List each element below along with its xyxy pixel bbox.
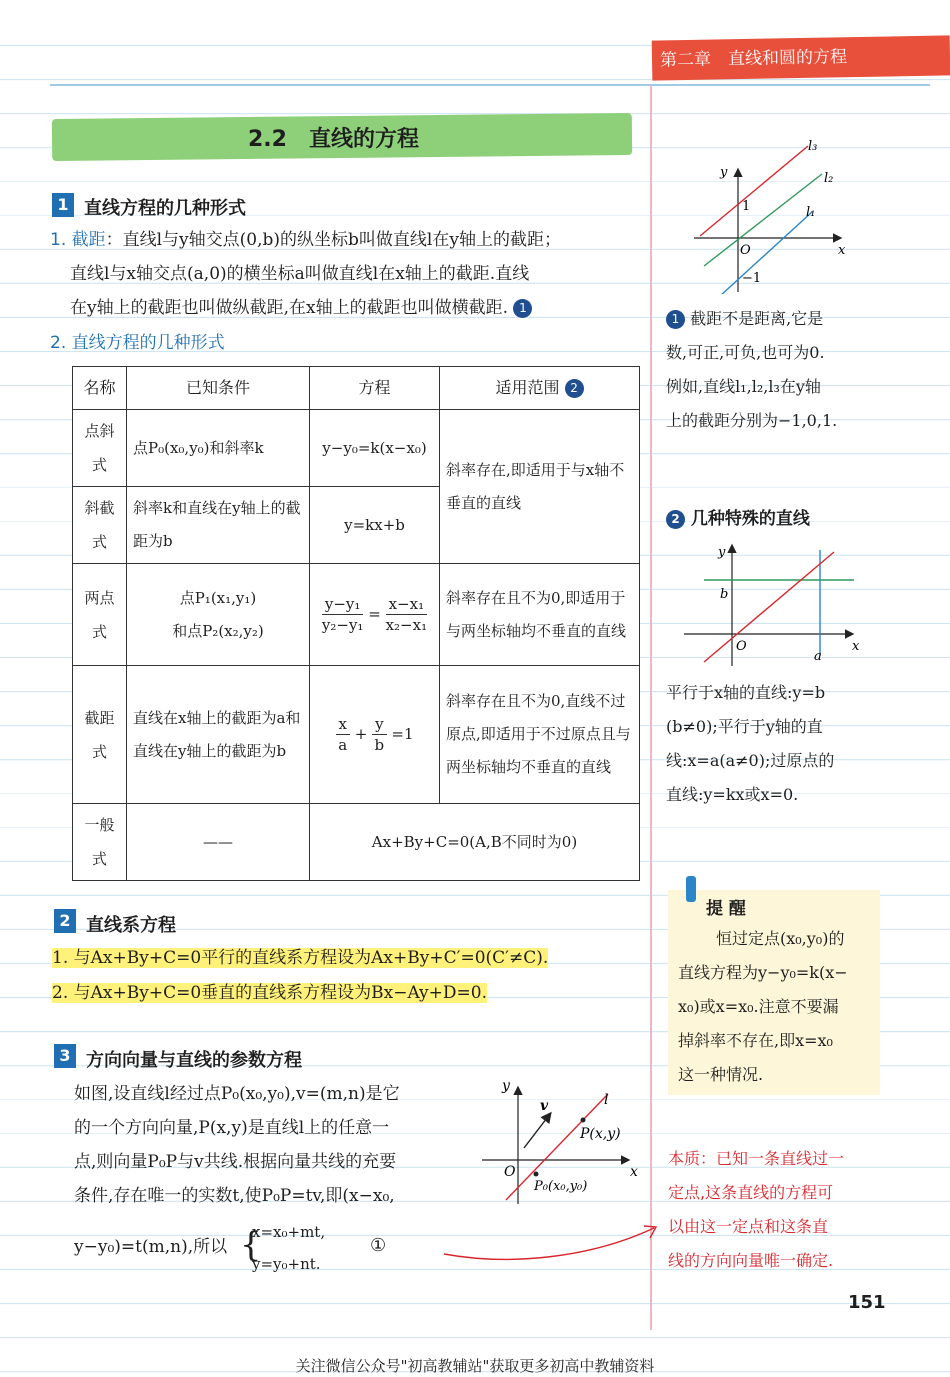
tip-line-2: 直线方程为y−y₀=k(x−	[678, 963, 848, 982]
page-number: 151	[848, 1292, 886, 1313]
row-condition: 点P₁(x₁,y₁) 和点P₂(x₂,y₂)	[127, 564, 310, 666]
row-equation: $\frac{x}{a}$ + $\frac{y}{b}$ =1	[310, 666, 440, 804]
side-note-2-line-1: 平行于x轴的直线:y=b	[666, 683, 826, 702]
row-condition: ——	[127, 804, 310, 881]
tip-line-3: x₀)或x=x₀.注意不要漏	[678, 997, 839, 1016]
param-eq-y: y=y₀+nt.	[252, 1255, 321, 1273]
row-name: 一般式	[73, 804, 127, 881]
equation-number: ①	[370, 1235, 387, 1256]
row-range: 斜率存在且不为0,直线不过原点,即适用于不过原点且与两坐标轴均不垂直的直线	[440, 666, 640, 804]
tip-line-4: 掉斜率不存在,即x=x₀	[678, 1031, 833, 1050]
param-eq-x: x=x₀+mt,	[252, 1223, 326, 1241]
handnote-line-2: 定点,这条直线的方程可	[668, 1183, 834, 1202]
fig3-y-label: y	[502, 1078, 510, 1094]
param-text-line-2: 的一个方向向量,P(x,y)是直线l上的任意一	[74, 1118, 390, 1138]
fig2-x-label: x	[852, 639, 860, 654]
intercept-def-line-3: 在y轴上的截距也叫做纵截距,在x轴上的截距也叫做横截距. 1	[70, 296, 532, 320]
fig2-origin-label: O	[736, 639, 747, 654]
side-note-2-line-3: 线:x=a(a≠0);过原点的	[666, 751, 835, 770]
fig3-p0-label: P₀(x₀,y₀)	[534, 1179, 588, 1194]
intercept-label: 1. 截距	[50, 230, 106, 250]
col-header: 已知条件	[127, 367, 310, 410]
param-text-line-1: 如图,设直线l经过点P₀(x₀,y₀),v=(m,n)是它	[74, 1084, 400, 1104]
line-forms-table	[72, 366, 640, 881]
note-marker-2[interactable]: 2	[565, 379, 584, 398]
chapter-tab: 第二章 直线和圆的方程	[652, 35, 950, 80]
fig2-b-label: b	[720, 587, 729, 602]
handnote-line-1: 本质：已知一条直线过一	[668, 1149, 845, 1168]
side-note-1-line-2: 数,可正,可负,也可为0.	[666, 343, 825, 362]
table-row	[73, 666, 640, 804]
footer-note: 关注微信公众号"初高教辅站"获取更多初高中教辅资料	[295, 1357, 655, 1375]
section-3-title: 方向向量与直线的参数方程	[86, 1050, 302, 1071]
col-header: 名称	[73, 367, 127, 410]
fig3-v-label: v	[540, 1098, 549, 1114]
table-row	[73, 804, 640, 881]
section-1-number: 1	[52, 193, 74, 217]
fig1-l2-label: l₂	[824, 171, 834, 186]
tip-line-5: 这一种情况.	[678, 1065, 764, 1084]
table-header-row	[73, 367, 640, 410]
row-equation: y−y₀=k(x−x₀)	[310, 410, 440, 487]
fig3-x-label: x	[630, 1164, 638, 1180]
intercept-def-line-2: 直线l与x轴交点(a,0)的横坐标a叫做直线l在x轴上的截距.直线	[70, 264, 530, 284]
intercept-lines-figure	[690, 134, 860, 294]
section-2-title: 直线系方程	[86, 915, 176, 936]
fig1-origin-label: O	[740, 243, 751, 258]
note-marker-1[interactable]: 1	[513, 299, 532, 318]
pin-icon	[686, 876, 696, 902]
handnote-arrow	[440, 1218, 670, 1268]
brace: {	[240, 1225, 262, 1265]
param-text-line-3: 点,则向量P₀P与v共线.根据向量共线的充要	[74, 1152, 397, 1172]
tip-title: 提 醒	[706, 899, 746, 919]
side-note-2-line-4: 直线:y=kx或x=0.	[666, 785, 799, 804]
side-note-1-line-3: 例如,直线l₁,l₂,l₃在y轴	[666, 377, 821, 396]
family-parallel: 1. 与Ax+By+C=0平行的直线系方程设为Ax+By+C′=0(C′≠C).	[52, 948, 549, 968]
row-condition: 斜率k和直线在y轴上的截距为b	[127, 487, 310, 564]
fig3-p-label: P(x,y)	[580, 1126, 621, 1142]
side-note-2-line-2: (b≠0);平行于y轴的直	[666, 717, 823, 736]
row-range: 斜率存在,即适用于与x轴不垂直的直线	[440, 410, 640, 564]
intercept-def-line-1: 1. 截距：直线l与y轴交点(0,b)的纵坐标b叫做直线l在y轴上的截距；	[50, 230, 561, 250]
handnote-line-4: 线的方向向量唯一确定.	[668, 1251, 834, 1270]
section-3-number: 3	[54, 1044, 76, 1068]
fig1-neg1-label: −1	[742, 271, 762, 286]
fig1-l3-label: l₃	[808, 139, 818, 154]
forms-heading: 2. 直线方程的几种形式	[50, 333, 225, 353]
row-equation: $\frac{\text{y−y₁}}{\text{y₂−y₁}}$ = $\frac{\text{x−x₁}}{\text{x₂−x₁}}$	[310, 564, 440, 666]
row-equation: Ax+By+C=0(A,B不同时为0)	[310, 804, 640, 881]
section-2-number: 2	[54, 909, 76, 933]
fig1-l1-label: l₁	[806, 205, 816, 220]
col-header: 适用范围 2	[440, 367, 640, 410]
row-name: 点斜式	[73, 410, 127, 487]
row-condition: 直线在x轴上的截距为a和直线在y轴上的截距为b	[127, 666, 310, 804]
param-text-line-4: 条件,存在唯一的实数t,使P₀P=tv,即(x−x₀,	[74, 1186, 395, 1206]
direction-vector-figure	[478, 1076, 648, 1211]
family-perpendicular: 2. 与Ax+By+C=0垂直的直线系方程设为Bx−Ay+D=0.	[52, 983, 487, 1003]
row-name: 两点式	[73, 564, 127, 666]
row-condition: 点P₀(x₀,y₀)和斜率k	[127, 410, 310, 487]
side-note-1-line-4: 上的截距分别为−1,0,1.	[666, 411, 838, 430]
fig2-a-label: a	[814, 649, 822, 664]
row-equation: y=kx+b	[310, 487, 440, 564]
note-marker-2: 2	[666, 510, 685, 529]
row-name: 斜截式	[73, 487, 127, 564]
special-lines-figure	[682, 538, 862, 668]
fig3-l-label: l	[604, 1092, 609, 1108]
row-range: 斜率存在且不为0,即适用于与两坐标轴均不垂直的直线	[440, 564, 640, 666]
side-note-2-title: 2 几种特殊的直线	[666, 502, 810, 536]
fig3-origin-label: O	[504, 1164, 516, 1180]
fig2-y-label: y	[718, 545, 726, 560]
tip-line-1: 恒过定点(x₀,y₀)的	[716, 929, 845, 948]
section-1-title: 直线方程的几种形式	[84, 198, 246, 219]
side-note-1-line-1: 1 截距不是距离,它是	[666, 302, 823, 336]
note-marker-1: 1	[666, 310, 685, 329]
table-row	[73, 410, 640, 487]
margin-divider	[650, 85, 652, 1330]
col-header: 方程	[310, 367, 440, 410]
fig1-y-label: y	[720, 165, 728, 180]
table-row	[73, 564, 640, 666]
fig1-x-label: x	[838, 243, 846, 258]
param-text-line-5: y−y₀)=t(m,n),所以	[74, 1237, 228, 1257]
row-name: 截距式	[73, 666, 127, 804]
section-title: 2.2 直线的方程	[248, 127, 419, 152]
top-rule	[50, 84, 930, 86]
handnote-line-3: 以由这一定点和这条直	[668, 1217, 829, 1236]
fig1-one-label: 1	[742, 199, 751, 214]
